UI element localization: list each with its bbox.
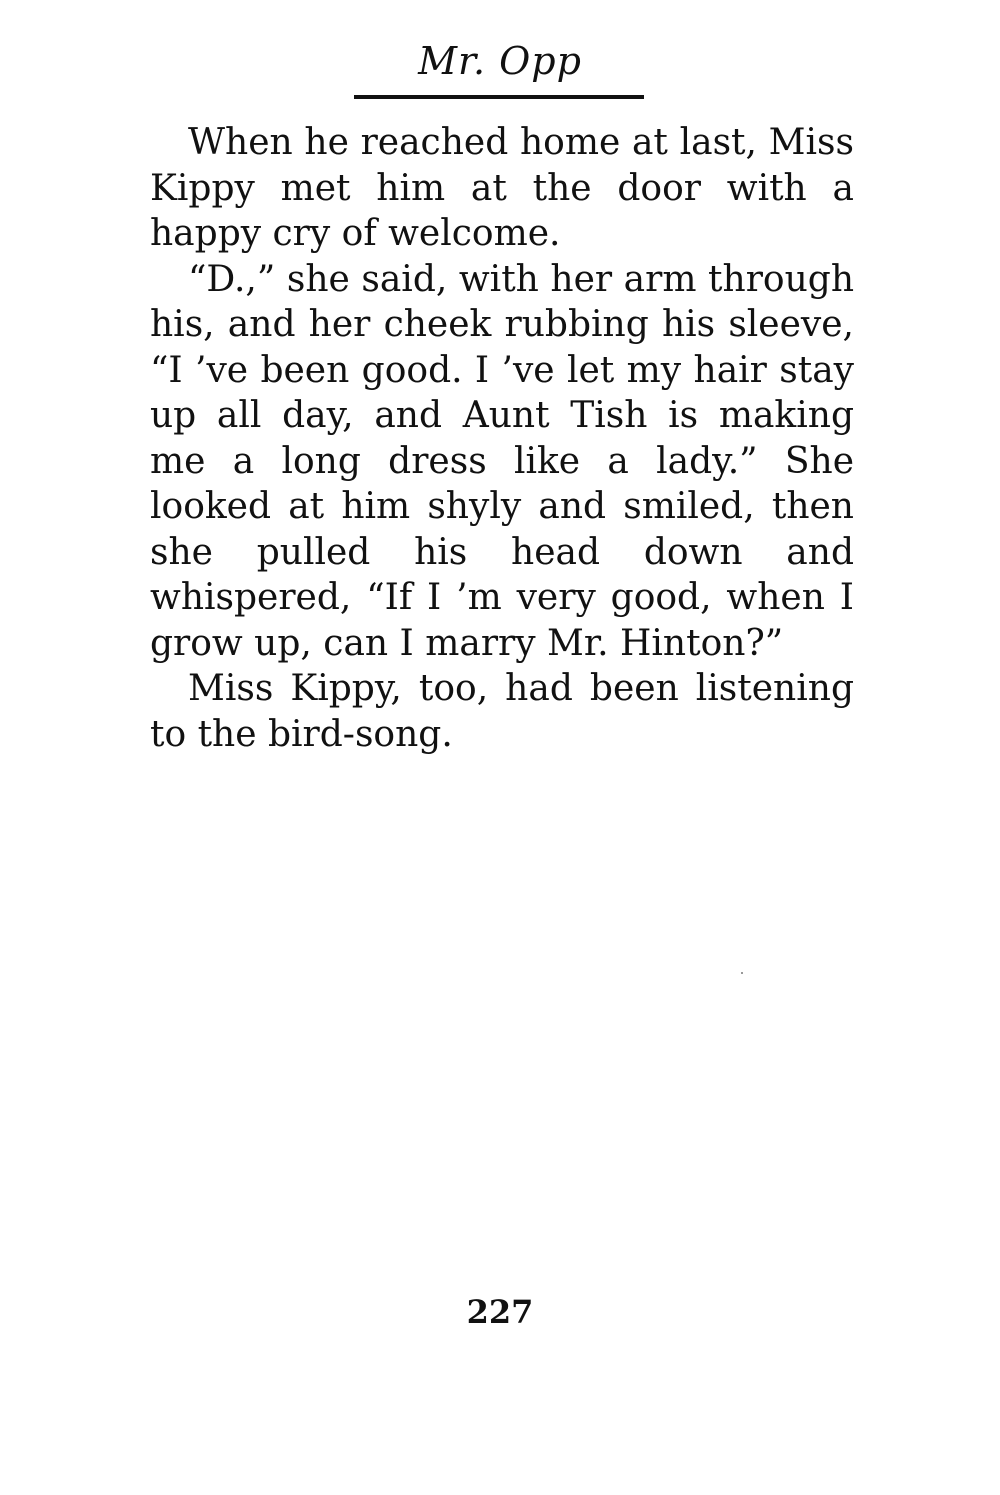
paragraph-3: Miss Kippy, too, had been listening to the bird-song. [150,668,854,755]
paragraph-1: When he reached home at last, Miss Kippy met him at the door with a happy cry of welcome. [150,122,854,254]
paragraph-2: “D.,” she said, with her arm through his, and her cheek rubbing his sleeve, “I ’ve been good. I ’ve let my hair stay up all day, and Aunt Tish is making me a long dress like a lady.” She looked at him shyly and smiled, then she pulled his head down and whispered, “If I ’m very good, when I grow up, can I marry Mr. Hinton?” [150,258,854,664]
running-head: Mr. Opp [418,39,582,83]
paper-speck [741,972,743,974]
body-text [150,120,854,757]
page-number: 227 [466,1293,534,1331]
header-rule [354,95,644,99]
